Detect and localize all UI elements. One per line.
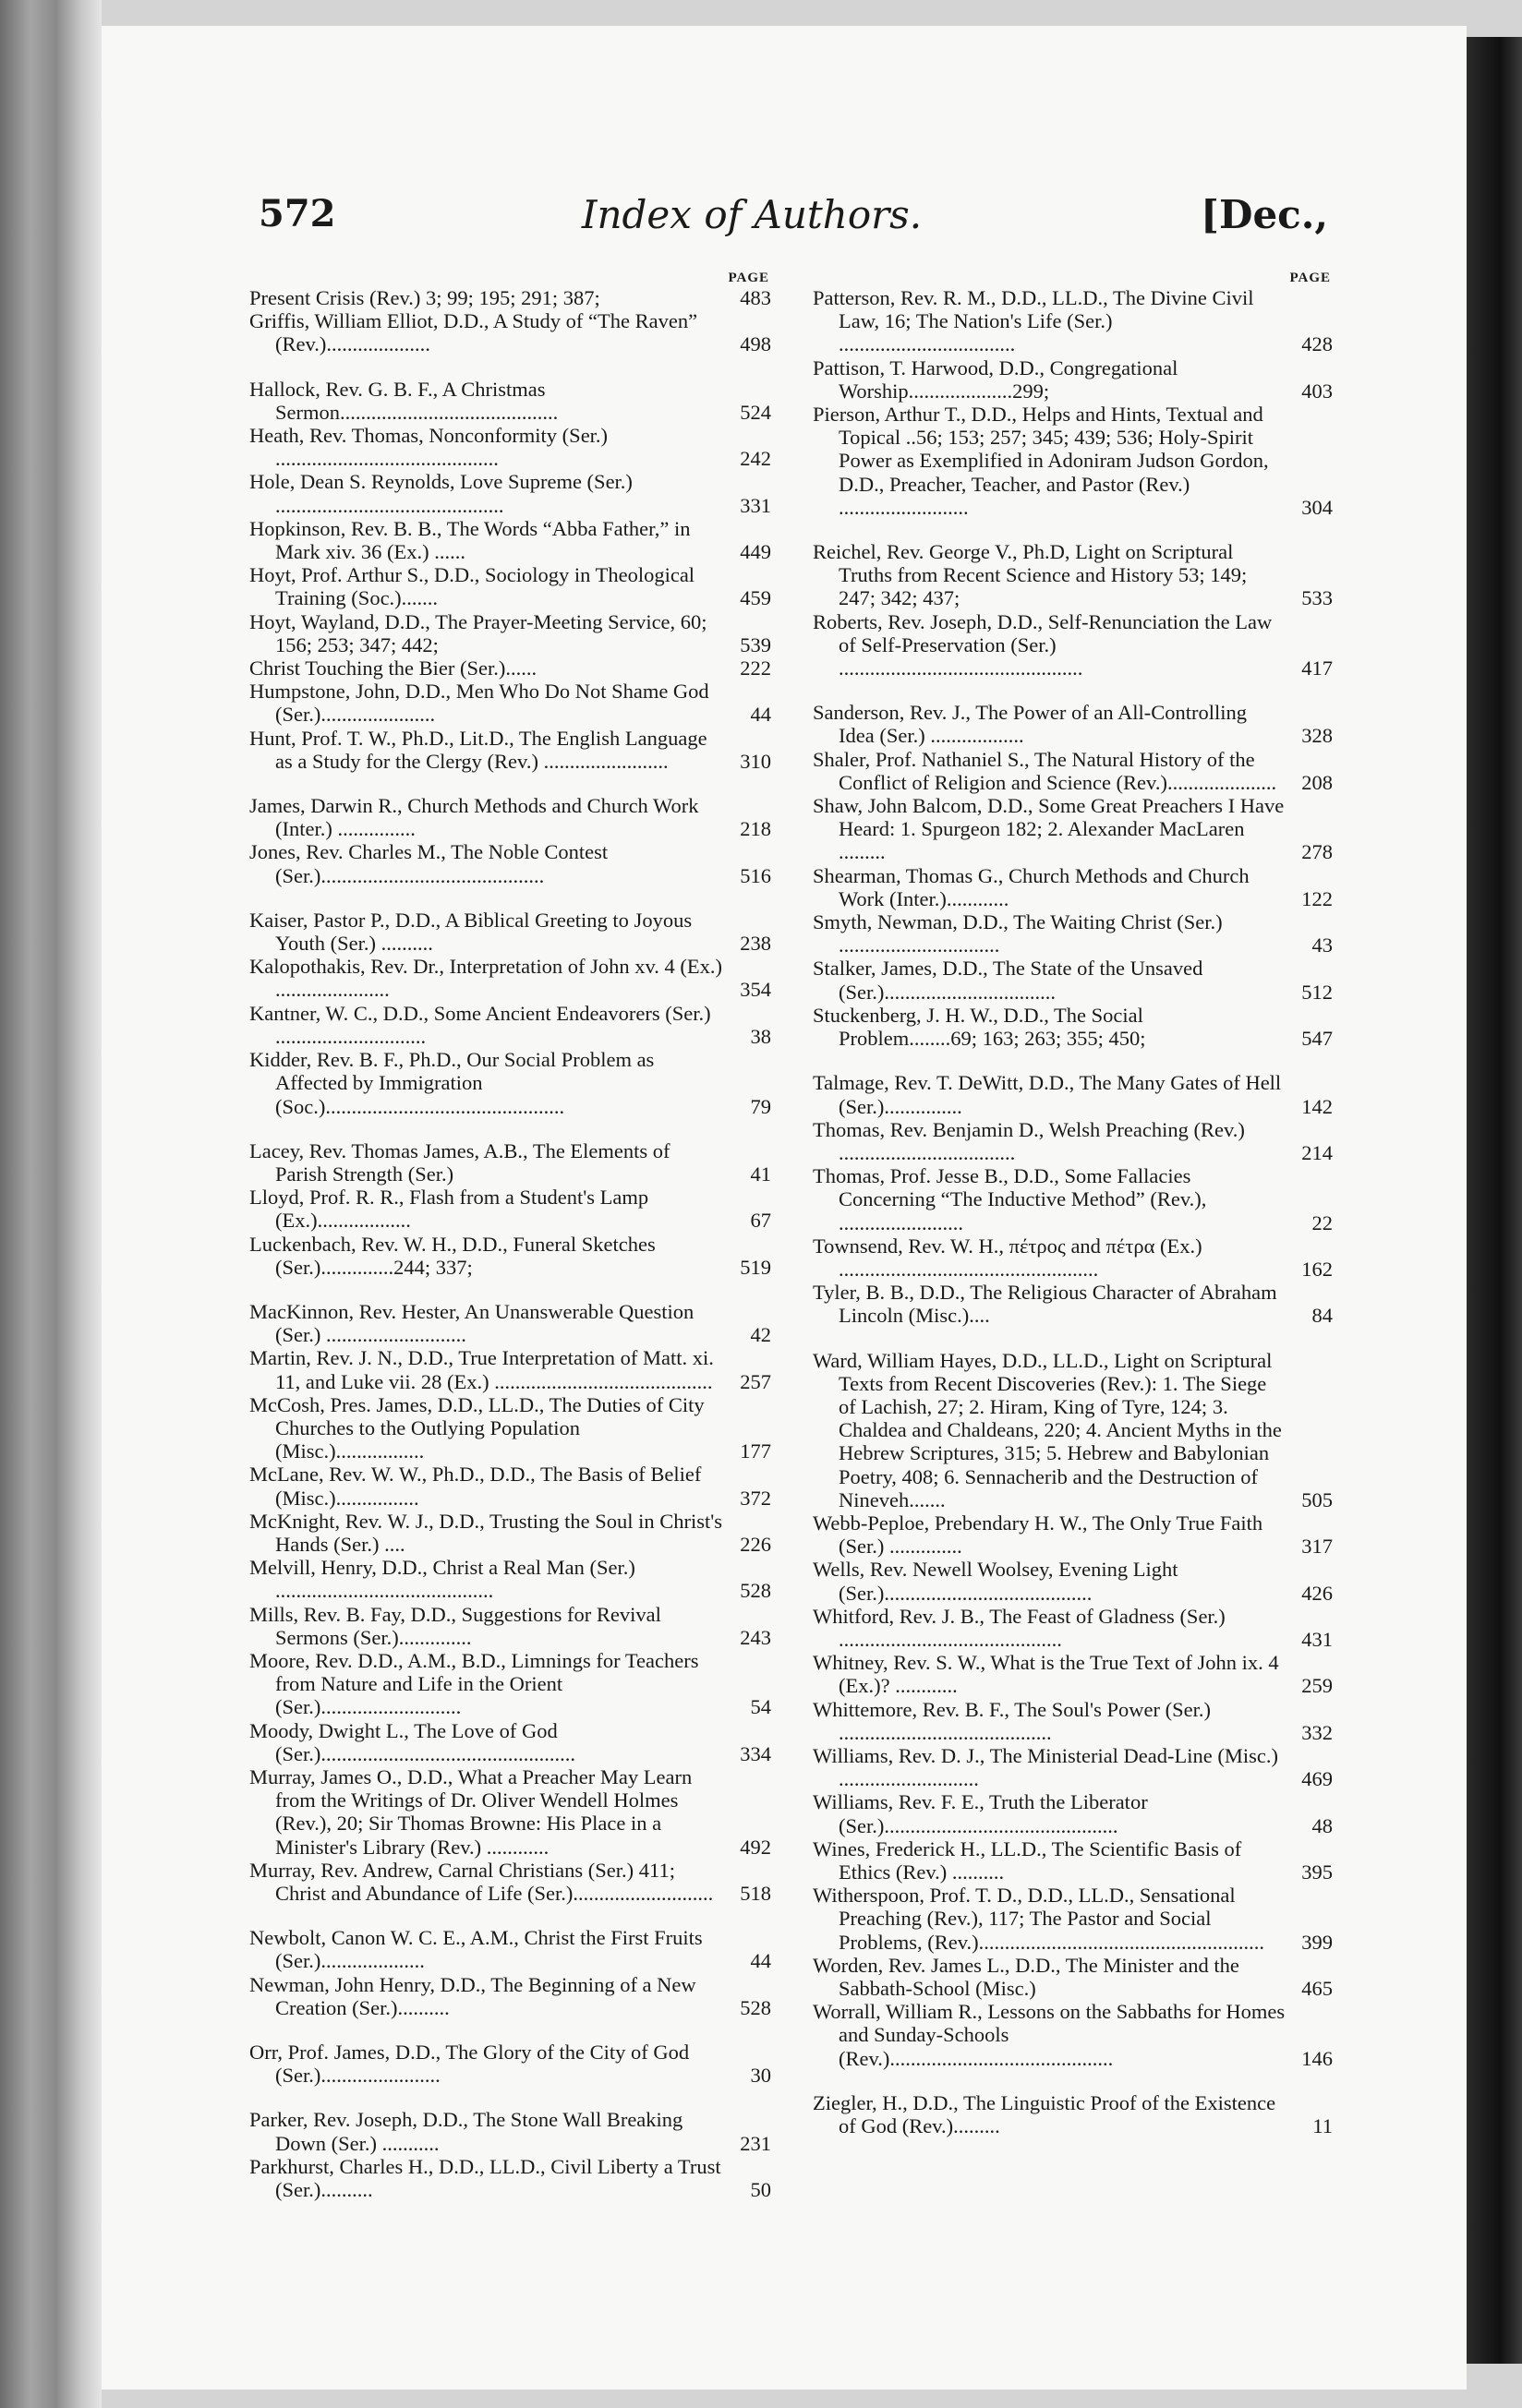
index-entry [813, 1004, 1333, 1050]
entry-page: 177 [740, 1439, 771, 1463]
entry-page: 469 [1301, 1767, 1333, 1791]
entry-page: 44 [750, 703, 771, 727]
entry-page: 459 [740, 586, 771, 610]
index-entry [249, 424, 771, 470]
index-entry [813, 910, 1333, 957]
entry-page: 403 [1301, 379, 1333, 403]
entry-text: Talmage, Rev. T. DeWitt, D.D., The Many Gates of Hell (Ser.)............... [813, 1071, 1282, 1118]
entry-page: 417 [1301, 656, 1333, 680]
index-entry [249, 470, 771, 516]
entry-page: 84 [1311, 1304, 1333, 1328]
entry-text: Hole, Dean S. Reynolds, Love Supreme (Ser.) ............................................ [249, 470, 633, 517]
entry-text: Hopkinson, Rev. B. B., The Words “Abba Father,” in Mark xiv. 36 (Ex.) ...... [249, 516, 691, 564]
entry-page: 243 [740, 1625, 771, 1649]
entry-text: Kidder, Rev. B. F., Ph.D., Our Social Problem as Affected by Immigration (Soc.).............................................. [249, 1048, 655, 1118]
entry-page: 218 [740, 817, 771, 841]
index-entry [813, 1651, 1333, 1697]
entry-text: Jones, Rev. Charles M., The Noble Contest (Ser.)........................................... [249, 840, 609, 887]
entry-page: 44 [750, 1949, 771, 1973]
section-gap [813, 2070, 1333, 2091]
section-gap [249, 356, 771, 378]
entry-text: Thomas, Rev. Benjamin D., Welsh Preaching (Rev.) .................................. [813, 1117, 1245, 1164]
index-entry [249, 1973, 771, 2019]
index-entry [249, 517, 771, 563]
index-entry [249, 378, 771, 424]
entry-page: 399 [1301, 1930, 1333, 1954]
index-entry [813, 2000, 1333, 2070]
entry-text: Kaiser, Pastor P., D.D., A Biblical Greeting to Joyous Youth (Ser.) .......... [249, 908, 693, 956]
entry-page: 492 [740, 1835, 771, 1859]
index-entry [249, 840, 771, 886]
scan-edge-left [0, 0, 102, 2408]
entry-text: McCosh, Pres. James, D.D., LL.D., The Duties of City Churches to the Outlying Population (Misc.)................. [249, 1392, 705, 1463]
entry-text: Shaler, Prof. Nathaniel S., The Natural History of the Conflict of Religion and Science (Rev.)..................... [813, 747, 1277, 794]
index-entry [249, 955, 771, 1001]
index-entry [813, 1698, 1333, 1744]
entry-page: 547 [1301, 1027, 1333, 1051]
entry-text: McKnight, Rev. W. J., D.D., Trusting the Soul in Christ's Hands (Ser.) .... [249, 1509, 723, 1556]
index-entry [813, 1790, 1333, 1836]
entry-page: 395 [1301, 1860, 1333, 1884]
entry-text: Melvill, Henry, D.D., Christ a Real Man (Ser.) .......................................... [249, 1556, 635, 1603]
entry-text: Hallock, Rev. G. B. F., A Christmas Sermon.......................................... [249, 377, 559, 424]
page-number: 572 [259, 192, 336, 235]
entry-text: Tyler, B. B., D.D., The Religious Character of Abraham Lincoln (Misc.).... [813, 1281, 1277, 1328]
entry-page: 257 [740, 1369, 771, 1393]
entry-text: Parker, Rev. Joseph, D.D., The Stone Wall Breaking Down (Ser.) ........... [249, 2108, 683, 2155]
index-entry [249, 1346, 771, 1392]
entry-text: Wells, Rev. Newell Woolsey, Evening Light (Ser.)........................................ [813, 1558, 1178, 1605]
entry-page: 38 [750, 1024, 771, 1048]
entry-page: 328 [1301, 724, 1333, 748]
entry-text: Williams, Rev. F. E., Truth the Liberator (Ser.)............................................. [813, 1790, 1148, 1837]
entry-text: Smyth, Newman, D.D., The Waiting Christ (Ser.) ............................... [813, 910, 1223, 957]
page-header [157, 192, 1347, 247]
entry-page: 512 [1301, 980, 1333, 1004]
entry-text: Luckenbach, Rev. W. H., D.D., Funeral Sketches (Ser.)..............244; 337; [249, 1232, 656, 1279]
entry-text: Whitford, Rev. J. B., The Feast of Gladness (Ser.) ........................................... [813, 1604, 1226, 1651]
index-entry [249, 680, 771, 726]
section-gap [249, 773, 771, 794]
index-entry [249, 1048, 771, 1118]
entry-page: 142 [1301, 1094, 1333, 1118]
running-title: Index of Authors. [581, 192, 923, 237]
entry-page: 48 [1311, 1813, 1333, 1837]
entry-page: 524 [740, 400, 771, 424]
entry-text: Sanderson, Rev. J., The Power of an All-Controlling Idea (Ser.) .................. [813, 701, 1247, 748]
index-entry [249, 563, 771, 609]
entry-text: Hunt, Prof. T. W., Ph.D., Lit.D., The English Language as a Study for the Clergy (Rev.) ........................ [249, 726, 707, 773]
index-entry [813, 2091, 1333, 2137]
entry-text: Present Crisis (Rev.) 3; 99; 195; 291; 387; [249, 286, 600, 309]
entry-page: 11 [1312, 2114, 1333, 2138]
index-entry [813, 794, 1333, 864]
index-entry [249, 909, 771, 955]
entry-page: 533 [1301, 586, 1333, 610]
entry-page: 50 [750, 2178, 771, 2202]
index-entry [249, 1139, 771, 1186]
index-entry [813, 864, 1333, 910]
entry-text: Hoyt, Wayland, D.D., The Prayer-Meeting Service, 60; 156; 253; 347; 442; [249, 609, 707, 656]
entry-text: Witherspoon, Prof. T. D., D.D., LL.D., Sensational Preaching (Rev.), 117; The Pastor and Social Problems, (Rev.)....................................................... [813, 1884, 1265, 1954]
entry-page: 67 [750, 1209, 771, 1233]
section-gap [249, 887, 771, 909]
index-entry [249, 1393, 771, 1463]
index-entry [249, 286, 771, 309]
index-entry [813, 1954, 1333, 2000]
entry-page: 431 [1301, 1627, 1333, 1651]
entry-text: Lloyd, Prof. R. R., Flash from a Student's Lamp (Ex.).................. [249, 1186, 649, 1233]
entry-page: 208 [1301, 770, 1333, 794]
entry-text: Kalopothakis, Rev. Dr., Interpretation of John xv. 4 (Ex.) ...................... [249, 955, 722, 1002]
index-entry [249, 2108, 771, 2154]
entry-page: 498 [740, 332, 771, 356]
entry-text: Griffis, William Elliot, D.D., A Study of “The Raven” (Rev.).................... [249, 309, 698, 356]
entry-list-left [249, 286, 771, 2201]
entry-text: Webb-Peploe, Prebendary H. W., The Only True Faith (Ser.) .............. [813, 1511, 1263, 1559]
index-entry [249, 1719, 771, 1765]
index-entry [813, 1164, 1333, 1234]
page-column-label: PAGE [1289, 271, 1331, 285]
index-entry [813, 1511, 1333, 1558]
index-entry [249, 1463, 771, 1509]
entry-page: 238 [740, 932, 771, 956]
index-entry [813, 1884, 1333, 1954]
entry-text: Mills, Rev. B. Fay, D.D., Suggestions for Revival Sermons (Ser.).............. [249, 1602, 661, 1649]
entry-text: Patterson, Rev. R. M., D.D., LL.D., The Divine Civil Law, 16; The Nation's Life (Ser.) .................................. [813, 286, 1254, 356]
entry-text: Parkhurst, Charles H., D.D., LL.D., Civil Liberty a Trust (Ser.).......... [249, 2154, 721, 2202]
index-entry [249, 1002, 771, 1048]
entry-page: 310 [740, 749, 771, 773]
entry-text: Shearman, Thomas G., Church Methods and Church Work (Inter.)............ [813, 863, 1250, 910]
entry-text: Whitney, Rev. S. W., What is the True Text of John ix. 4 (Ex.)? ............ [813, 1651, 1279, 1698]
entry-page: 428 [1301, 332, 1333, 356]
entry-page: 354 [740, 978, 771, 1002]
entry-page: 483 [740, 286, 771, 309]
index-entry [249, 309, 771, 355]
entry-text: Roberts, Rev. Joseph, D.D., Self-Renunciation the Law of Self-Preservation (Ser.) ............................................... [813, 609, 1273, 680]
entry-text: Murray, Rev. Andrew, Carnal Christians (Ser.) 411; Christ and Abundance of Life (Ser.)........................... [249, 1858, 714, 1905]
entry-text: James, Darwin R., Church Methods and Church Work (Inter.) ............... [249, 794, 699, 841]
entry-text: Hoyt, Prof. Arthur S., D.D., Sociology in Theological Training (Soc.)....... [249, 563, 695, 610]
index-column-right [813, 270, 1333, 2137]
entry-text: Pierson, Arthur T., D.D., Helps and Hints, Textual and Topical ..56; 153; 257; 345; 439; 536; Holy-Spirit Power as Exemplified in Adoniram Judson Gordon, D.D., Preacher, Teacher, and Pastor (Rev.) ......................... [813, 403, 1269, 519]
entry-text: Townsend, Rev. W. H., πέτρος and πέτρα (Ex.) .................................................. [813, 1234, 1202, 1281]
entry-page: 465 [1301, 1977, 1333, 2001]
entry-text: Shaw, John Balcom, D.D., Some Great Preachers I Have Heard: 1. Spurgeon 182; 2. Alexander MacLaren ......... [813, 794, 1285, 864]
entry-page: 30 [750, 2064, 771, 2088]
entry-text: Pattison, T. Harwood, D.D., Congregational Worship....................299; [813, 355, 1178, 403]
section-gap [249, 2019, 771, 2041]
section-gap [249, 1279, 771, 1300]
entry-page: 304 [1301, 495, 1333, 519]
index-entry [813, 1837, 1333, 1884]
page-column-label: PAGE [728, 271, 769, 285]
index-entry [813, 1605, 1333, 1651]
entry-page: 222 [740, 656, 771, 680]
entry-page: 146 [1301, 2046, 1333, 2070]
entry-text: Stalker, James, D.D., The State of the Unsaved (Ser.)................................. [813, 957, 1203, 1004]
section-gap [249, 1905, 771, 1926]
entry-text: Ziegler, H., D.D., The Linguistic Proof of the Existence of God (Rev.)......... [813, 2090, 1276, 2138]
entry-text: Newman, John Henry, D.D., The Beginning of a New Creation (Ser.).......... [249, 1972, 696, 2019]
entry-text: Humpstone, John, D.D., Men Who Do Not Shame God (Ser.)...................... [249, 680, 709, 727]
entry-page: 242 [740, 447, 771, 471]
index-entry [813, 1234, 1333, 1281]
entry-page: 278 [1301, 840, 1333, 864]
scan-edge-right [1467, 37, 1522, 2364]
entry-page: 317 [1301, 1535, 1333, 1559]
entry-text: Thomas, Prof. Jesse B., D.D., Some Fallacies Concerning “The Inductive Method” (Rev.), ........................ [813, 1164, 1207, 1234]
index-entry [813, 1558, 1333, 1604]
entry-page: 259 [1301, 1674, 1333, 1698]
entry-page: 41 [750, 1162, 771, 1186]
index-entry [813, 1349, 1333, 1511]
entry-page: 372 [740, 1486, 771, 1510]
entry-text: Martin, Rev. J. N., D.D., True Interpretation of Matt. xi. 11, and Luke vii. 28 (Ex.) .......................................... [249, 1346, 714, 1393]
index-entry [249, 1233, 771, 1279]
entry-page: 334 [740, 1741, 771, 1765]
entry-text: Stuckenberg, J. H. W., D.D., The Social Problem........69; 163; 263; 355; 450; [813, 1003, 1146, 1051]
entry-page: 519 [740, 1255, 771, 1279]
index-column-left [249, 270, 771, 2201]
index-entry [249, 1926, 771, 1972]
entry-page: 22 [1311, 1210, 1333, 1234]
index-entry [813, 286, 1333, 356]
index-entry [249, 610, 771, 656]
entry-page: 331 [740, 493, 771, 517]
entry-page: 426 [1301, 1581, 1333, 1605]
entry-text: Whittemore, Rev. B. F., The Soul's Power (Ser.) ......................................... [813, 1697, 1211, 1744]
entry-text: Worden, Rev. James L., D.D., The Minister and the Sabbath-School (Misc.) [813, 1953, 1239, 2001]
entry-text: Ward, William Hayes, D.D., LL.D., Light on Scriptural Texts from Recent Discoveries (Rev.): 1. The Siege of Lachish, 27; 2. Hiram, King of Tyre, 124; 3. Chaldea and Chaldeans, 220; 4. Ancient Myths in the Hebrew Scriptures, 315; 5. Hebrew and Babylonian Poetry, 408; 6. Sennacherib and the Destruction of Nineveh....... [813, 1348, 1282, 1511]
index-entry [813, 701, 1333, 747]
entry-page: 528 [740, 1995, 771, 2019]
entry-text: Murray, James O., D.D., What a Preacher May Learn from the Writings of Dr. Oliver Wendell Holmes (Rev.), 20; Sir Thomas Browne: His Place in a Minister's Library (Rev.) ............ [249, 1764, 693, 1859]
entry-text: Williams, Rev. D. J., The Ministerial Dead-Line (Misc.) ........................... [813, 1743, 1278, 1791]
section-gap [813, 519, 1333, 540]
index-entry [249, 1510, 771, 1556]
index-entry [249, 2041, 771, 2087]
index-entry [813, 1118, 1333, 1164]
entry-page: 332 [1301, 1720, 1333, 1744]
entry-page: 518 [740, 1882, 771, 1905]
entry-text: Moore, Rev. D.D., A.M., B.D., Limnings for Teachers from Nature and Life in the Orient (Ser.)........................... [249, 1648, 699, 1719]
index-entry [249, 794, 771, 840]
index-entry [813, 403, 1333, 519]
index-entry [813, 1071, 1333, 1117]
entry-page: 122 [1301, 886, 1333, 910]
entry-text: MacKinnon, Rev. Hester, An Unanswerable Question (Ser.) ........................... [249, 1299, 695, 1347]
entry-page: 54 [750, 1695, 771, 1719]
index-entry [813, 356, 1333, 403]
entry-page: 449 [740, 540, 771, 564]
entry-page: 43 [1311, 933, 1333, 957]
section-gap [813, 1050, 1333, 1071]
entry-text: Reichel, Rev. George V., Ph.D, Light on Scriptural Truths from Recent Science and History 53; 149; 247; 342; 437; [813, 540, 1248, 610]
section-gap [249, 1118, 771, 1139]
entry-list-right [813, 286, 1333, 2137]
index-entry [813, 748, 1333, 794]
index-entry [813, 1281, 1333, 1327]
entry-page: 231 [740, 2131, 771, 2155]
entry-text: Worrall, William R., Lessons on the Sabbaths for Homes and Sunday-Schools (Rev.)........................................... [813, 2000, 1286, 2070]
index-entry [813, 610, 1333, 680]
entry-page: 528 [740, 1579, 771, 1603]
entry-page: 516 [740, 863, 771, 887]
entry-text: Heath, Rev. Thomas, Nonconformity (Ser.) ........................................... [249, 424, 609, 471]
section-mark: [Dec., [1201, 192, 1328, 237]
index-entry [813, 1744, 1333, 1790]
entry-page: 162 [1301, 1257, 1333, 1281]
entry-text: Newbolt, Canon W. C. E., A.M., Christ the First Fruits (Ser.).................... [249, 1926, 703, 1973]
section-gap [813, 1328, 1333, 1349]
index-entry [813, 957, 1333, 1003]
entry-page: 505 [1301, 1487, 1333, 1511]
index-entry [249, 1556, 771, 1602]
entry-text: Kantner, W. C., D.D., Some Ancient Endeavorers (Ser.) ............................. [249, 1001, 711, 1048]
entry-page: 214 [1301, 1140, 1333, 1164]
index-entry [249, 727, 771, 773]
entry-text: Orr, Prof. James, D.D., The Glory of the City of God (Ser.)....................... [249, 2041, 690, 2088]
entry-page: 42 [750, 1323, 771, 1347]
index-entry [249, 2155, 771, 2201]
section-gap [249, 2087, 771, 2108]
entry-text: Lacey, Rev. Thomas James, A.B., The Elements of Parish Strength (Ser.) [249, 1138, 670, 1186]
index-entry [249, 1603, 771, 1649]
entry-text: Wines, Frederick H., LL.D., The Scientific Basis of Ethics (Rev.) .......... [813, 1836, 1242, 1884]
entry-text: Moody, Dwight L., The Love of God (Ser.)................................................. [249, 1718, 575, 1765]
section-gap [813, 680, 1333, 701]
entry-text: Christ Touching the Bier (Ser.)...... [249, 656, 538, 680]
entry-page: 226 [740, 1532, 771, 1556]
entry-text: McLane, Rev. W. W., Ph.D., D.D., The Basis of Belief (Misc.)................ [249, 1463, 702, 1510]
index-entry [249, 656, 771, 680]
index-entry [249, 1859, 771, 1905]
index-entry [249, 1649, 771, 1719]
index-entry [249, 1765, 771, 1859]
entry-page: 539 [740, 632, 771, 656]
index-entry [249, 1300, 771, 1346]
entry-page: 79 [750, 1094, 771, 1118]
index-entry [249, 1186, 771, 1232]
index-entry [813, 540, 1333, 610]
